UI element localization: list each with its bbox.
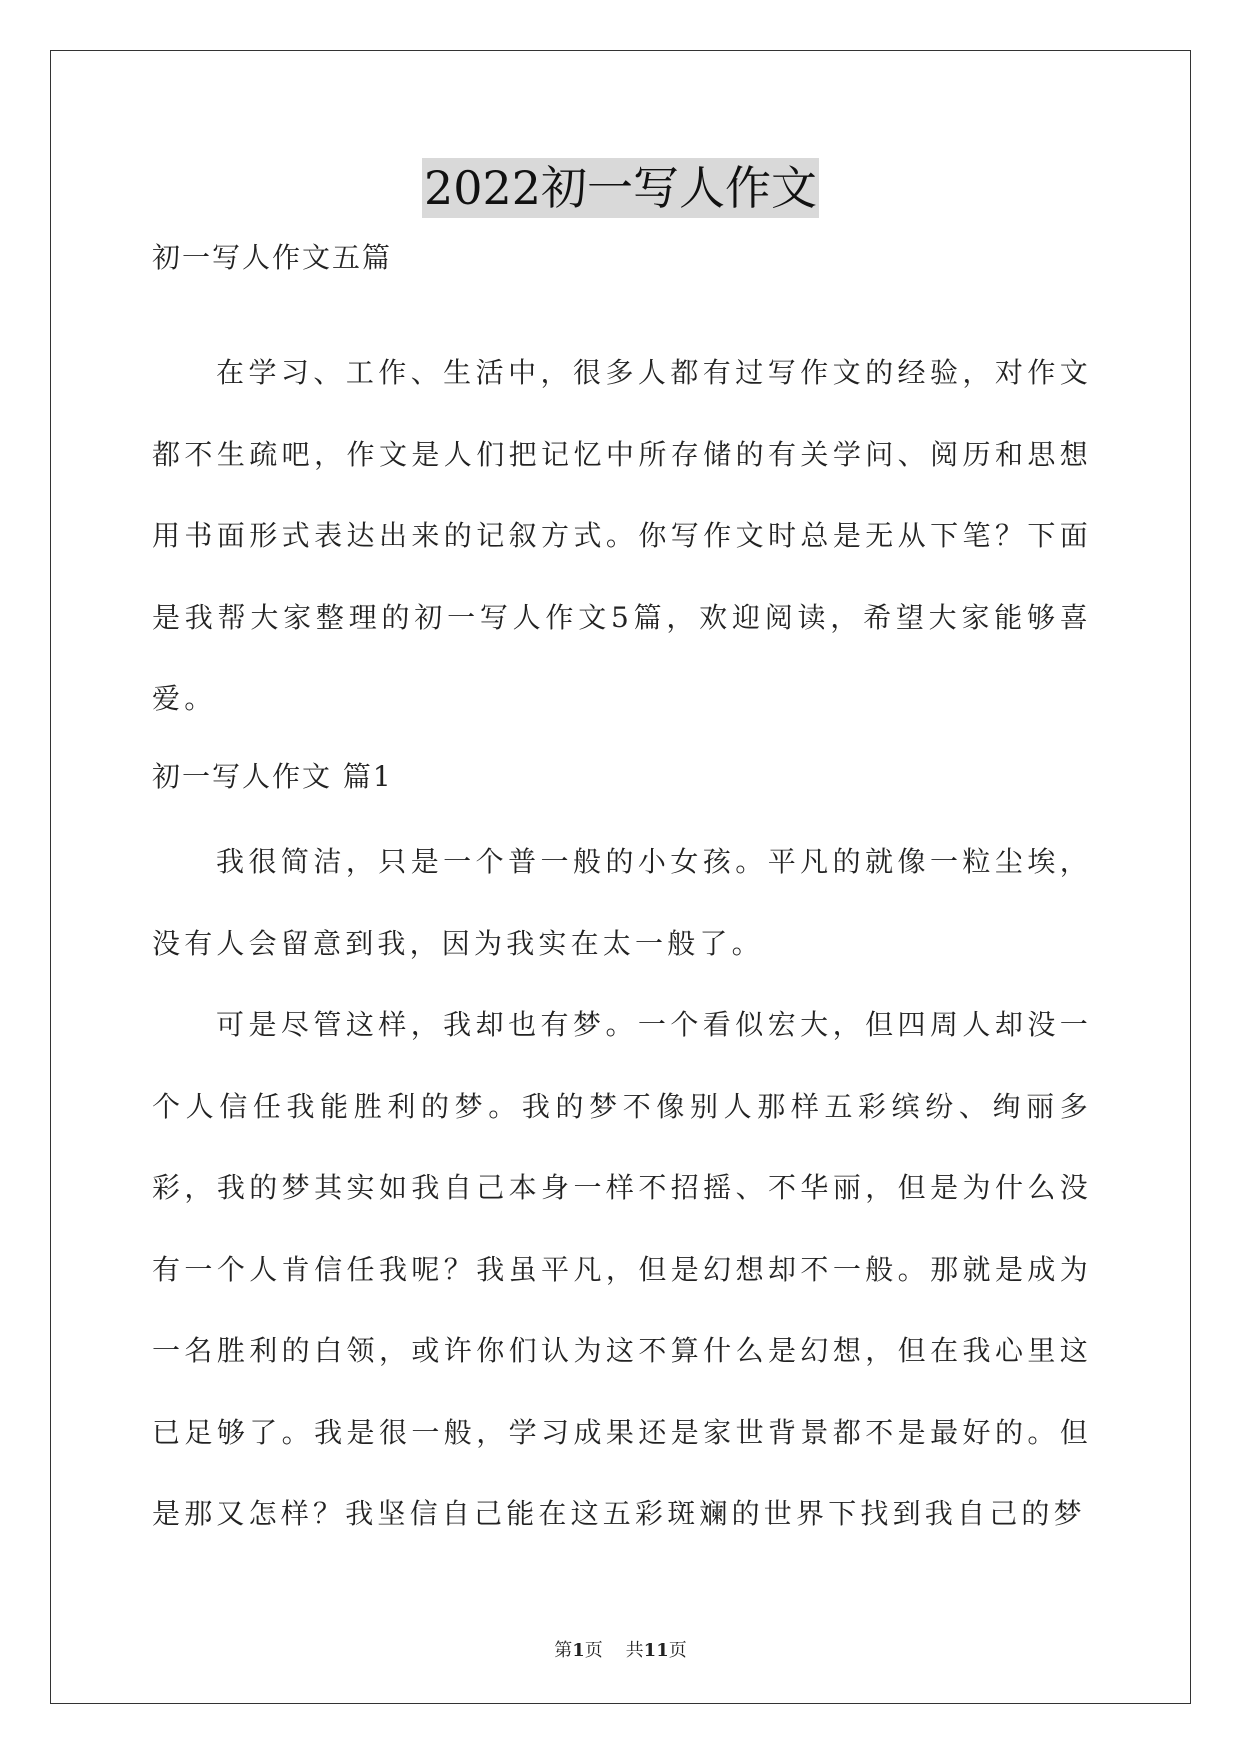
- page-footer: [0, 1636, 1241, 1662]
- total-prefix: 共: [625, 1640, 644, 1661]
- page-number: 1: [572, 1640, 585, 1661]
- document-title-wrap: [0, 158, 1241, 218]
- intro-paragraph: 在学习、工作、生活中，很多人都有过写作文的经验，对作文都不生疏吧，作文是人们把记忆中所存储的有关学问、阅历和思想用书面形式表达出来的记叙方式。你写作文时总是无从下笔？下面是我帮大家整理的初一写人作文5篇，欢迎阅读，希望大家能够喜爱。: [152, 356, 1092, 715]
- total-pages: 11: [643, 1640, 669, 1661]
- page-suffix: 页: [584, 1640, 603, 1661]
- document-title: 2022初一写人作文: [422, 158, 819, 218]
- total-suffix: 页: [668, 1640, 687, 1661]
- page-prefix: 第: [554, 1640, 573, 1661]
- body-paragraph-1: 我很简洁，只是一个普一般的小女孩。平凡的就像一粒尘埃，没有人会留意到我，因为我实在太一般了。: [152, 845, 1092, 960]
- body-paragraph-2: 可是尽管这样，我却也有梦。一个看似宏大，但四周人却没一个人信任我能胜利的梦。我的梦不像别人那样五彩缤纷、绚丽多彩，我的梦其实如我自己本身一样不招摇、不华丽，但是为什么没有一个人肯信任我呢？我虽平凡，但是幻想却不一般。那就是成为一名胜利的白领，或许你们认为这不算什么是幻想，但在我心里这已足够了。我是很一般，学习成果还是家世背景都不是最好的。但是那又怎样？我坚信自己能在这五彩斑斓的世界下找到我自己的梦: [152, 1008, 1092, 1530]
- section-heading: 初一写人作文 篇1: [152, 760, 393, 793]
- document-subtitle: 初一写人作文五篇: [152, 241, 393, 274]
